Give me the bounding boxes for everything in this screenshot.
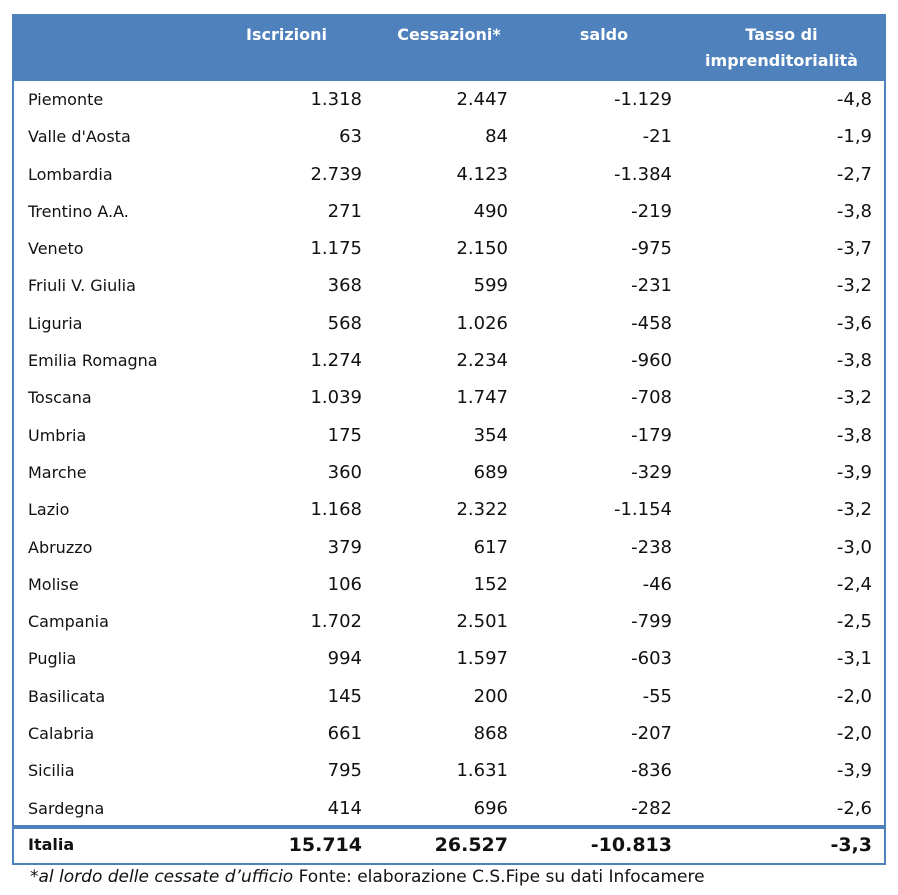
saldo-cell: -603 xyxy=(631,648,672,670)
total-row xyxy=(14,829,884,863)
cessazioni-cell: 4.123 xyxy=(456,163,508,185)
cessazioni-cell: 1.597 xyxy=(456,648,508,670)
cessazioni-cell: 868 xyxy=(473,723,508,745)
iscrizioni-cell: 414 xyxy=(327,797,362,819)
tasso-cell: -3,9 xyxy=(836,760,872,782)
table-row xyxy=(14,752,884,789)
total-iscrizioni: 15.714 xyxy=(288,834,362,856)
region-cell: Campania xyxy=(28,612,109,632)
iscrizioni-cell: 1.318 xyxy=(310,89,362,110)
iscrizioni-cell: 145 xyxy=(327,685,362,707)
saldo-cell: -231 xyxy=(631,275,672,297)
region-cell: Veneto xyxy=(28,239,84,259)
region-cell: Abruzzo xyxy=(28,537,93,557)
table-row xyxy=(14,790,884,827)
cessazioni-cell: 1.026 xyxy=(456,312,508,334)
table-row xyxy=(14,678,884,715)
table-row xyxy=(14,715,884,752)
saldo-cell: -708 xyxy=(631,387,672,409)
iscrizioni-cell: 1.168 xyxy=(310,499,362,521)
table-header xyxy=(14,16,884,81)
cessazioni-cell: 1.631 xyxy=(456,760,508,782)
region-cell: Sardegna xyxy=(28,798,105,818)
footnote-source: Fonte: elaborazione C.S.Fipe su dati Infocamere xyxy=(293,867,705,887)
saldo-cell: -46 xyxy=(642,573,672,595)
region-cell: Piemonte xyxy=(28,90,104,109)
footnote xyxy=(30,866,705,888)
table-row xyxy=(14,305,884,342)
iscrizioni-cell: 795 xyxy=(327,760,362,782)
region-cell: Emilia Romagna xyxy=(28,351,158,371)
header-tasso-line1: Tasso di xyxy=(745,25,818,44)
cessazioni-cell: 200 xyxy=(473,685,508,707)
table-row xyxy=(14,230,884,267)
tasso-cell: -3,2 xyxy=(836,499,872,521)
table-row xyxy=(14,529,884,566)
iscrizioni-cell: 661 xyxy=(327,723,362,745)
tasso-cell: -1,9 xyxy=(836,126,872,148)
tasso-cell: -3,8 xyxy=(836,200,872,222)
region-cell: Molise xyxy=(28,574,79,594)
total-region: Italia xyxy=(28,835,75,854)
tasso-cell: -4,8 xyxy=(836,89,872,110)
tasso-cell: -3,9 xyxy=(836,461,872,483)
saldo-cell: -219 xyxy=(631,200,672,222)
total-saldo: -10.813 xyxy=(590,834,672,856)
tasso-cell: -3,6 xyxy=(836,312,872,334)
table-row xyxy=(14,156,884,193)
table-row xyxy=(14,81,884,118)
table-row xyxy=(14,379,884,416)
table-row xyxy=(14,417,884,454)
table-row xyxy=(14,603,884,640)
iscrizioni-cell: 568 xyxy=(327,312,362,334)
region-cell: Umbria xyxy=(28,425,87,445)
iscrizioni-cell: 994 xyxy=(327,648,362,670)
cessazioni-cell: 490 xyxy=(473,200,508,222)
region-cell: Calabria xyxy=(28,724,95,744)
tasso-cell: -2,5 xyxy=(836,611,872,633)
tasso-cell: -3,0 xyxy=(836,536,872,558)
cessazioni-cell: 84 xyxy=(485,126,508,148)
header-tasso xyxy=(694,22,869,74)
tasso-cell: -3,2 xyxy=(836,275,872,297)
region-cell: Sicilia xyxy=(28,761,75,781)
table-row xyxy=(14,640,884,677)
iscrizioni-cell: 1.702 xyxy=(310,611,362,633)
saldo-cell: -836 xyxy=(631,760,672,782)
cessazioni-cell: 2.322 xyxy=(456,499,508,521)
iscrizioni-cell: 1.175 xyxy=(310,238,362,260)
saldo-cell: -21 xyxy=(642,126,672,148)
table-row xyxy=(14,267,884,304)
saldo-cell: -55 xyxy=(642,685,672,707)
tasso-cell: -3,8 xyxy=(836,424,872,446)
region-cell: Valle d'Aosta xyxy=(28,127,131,147)
tasso-cell: -2,0 xyxy=(836,723,872,745)
cessazioni-cell: 617 xyxy=(473,536,508,558)
cessazioni-cell: 152 xyxy=(473,573,508,595)
cessazioni-cell: 2.447 xyxy=(456,89,508,110)
saldo-cell: -238 xyxy=(631,536,672,558)
region-cell: Basilicata xyxy=(28,686,106,706)
table-body xyxy=(14,81,884,827)
data-table xyxy=(12,14,886,865)
cessazioni-cell: 1.747 xyxy=(456,387,508,409)
iscrizioni-cell: 2.739 xyxy=(310,163,362,185)
saldo-cell: -458 xyxy=(631,312,672,334)
iscrizioni-cell: 360 xyxy=(327,461,362,483)
saldo-cell: -179 xyxy=(631,424,672,446)
cessazioni-cell: 354 xyxy=(473,424,508,446)
region-cell: Friuli V. Giulia xyxy=(28,276,136,296)
total-tasso: -3,3 xyxy=(830,834,872,856)
saldo-cell: -329 xyxy=(631,461,672,483)
iscrizioni-cell: 368 xyxy=(327,275,362,297)
saldo-cell: -1.384 xyxy=(613,163,672,185)
cessazioni-cell: 2.501 xyxy=(456,611,508,633)
header-saldo: saldo xyxy=(579,25,629,44)
cessazioni-cell: 696 xyxy=(473,797,508,819)
tasso-cell: -3,8 xyxy=(836,350,872,372)
table-row xyxy=(14,118,884,155)
region-cell: Marche xyxy=(28,462,87,482)
region-cell: Toscana xyxy=(28,388,92,408)
saldo-cell: -975 xyxy=(631,238,672,260)
iscrizioni-cell: 271 xyxy=(327,200,362,222)
tasso-cell: -2,6 xyxy=(836,797,872,819)
header-iscrizioni: Iscrizioni xyxy=(246,25,327,44)
iscrizioni-cell: 175 xyxy=(327,424,362,446)
region-cell: Lombardia xyxy=(28,164,113,184)
saldo-cell: -799 xyxy=(631,611,672,633)
table-row xyxy=(14,491,884,528)
cessazioni-cell: 2.234 xyxy=(456,350,508,372)
region-cell: Lazio xyxy=(28,500,70,520)
cessazioni-cell: 689 xyxy=(473,461,508,483)
region-cell: Puglia xyxy=(28,649,77,669)
tasso-cell: -3,2 xyxy=(836,387,872,409)
tasso-cell: -2,7 xyxy=(836,163,872,185)
tasso-cell: -3,7 xyxy=(836,238,872,260)
region-cell: Trentino A.A. xyxy=(28,201,129,221)
saldo-cell: -1.129 xyxy=(613,89,672,110)
iscrizioni-cell: 63 xyxy=(339,126,362,148)
header-cessazioni: Cessazioni* xyxy=(397,25,501,44)
table-row xyxy=(14,566,884,603)
cessazioni-cell: 599 xyxy=(473,275,508,297)
iscrizioni-cell: 1.039 xyxy=(310,387,362,409)
tasso-cell: -3,1 xyxy=(836,648,872,670)
tasso-cell: -2,4 xyxy=(836,573,872,595)
saldo-cell: -960 xyxy=(631,350,672,372)
saldo-cell: -282 xyxy=(631,797,672,819)
tasso-cell: -2,0 xyxy=(836,685,872,707)
iscrizioni-cell: 379 xyxy=(327,536,362,558)
iscrizioni-cell: 106 xyxy=(327,573,362,595)
table-row xyxy=(14,193,884,230)
region-cell: Liguria xyxy=(28,313,83,333)
footnote-note: *al lordo delle cessate d’ufficio xyxy=(30,867,294,887)
table-row xyxy=(14,342,884,379)
table-row xyxy=(14,454,884,491)
saldo-cell: -1.154 xyxy=(613,499,672,521)
total-cessazioni: 26.527 xyxy=(434,834,508,856)
saldo-cell: -207 xyxy=(631,723,672,745)
header-tasso-line2: imprenditorialità xyxy=(705,51,858,70)
cessazioni-cell: 2.150 xyxy=(456,238,508,260)
iscrizioni-cell: 1.274 xyxy=(310,350,362,372)
